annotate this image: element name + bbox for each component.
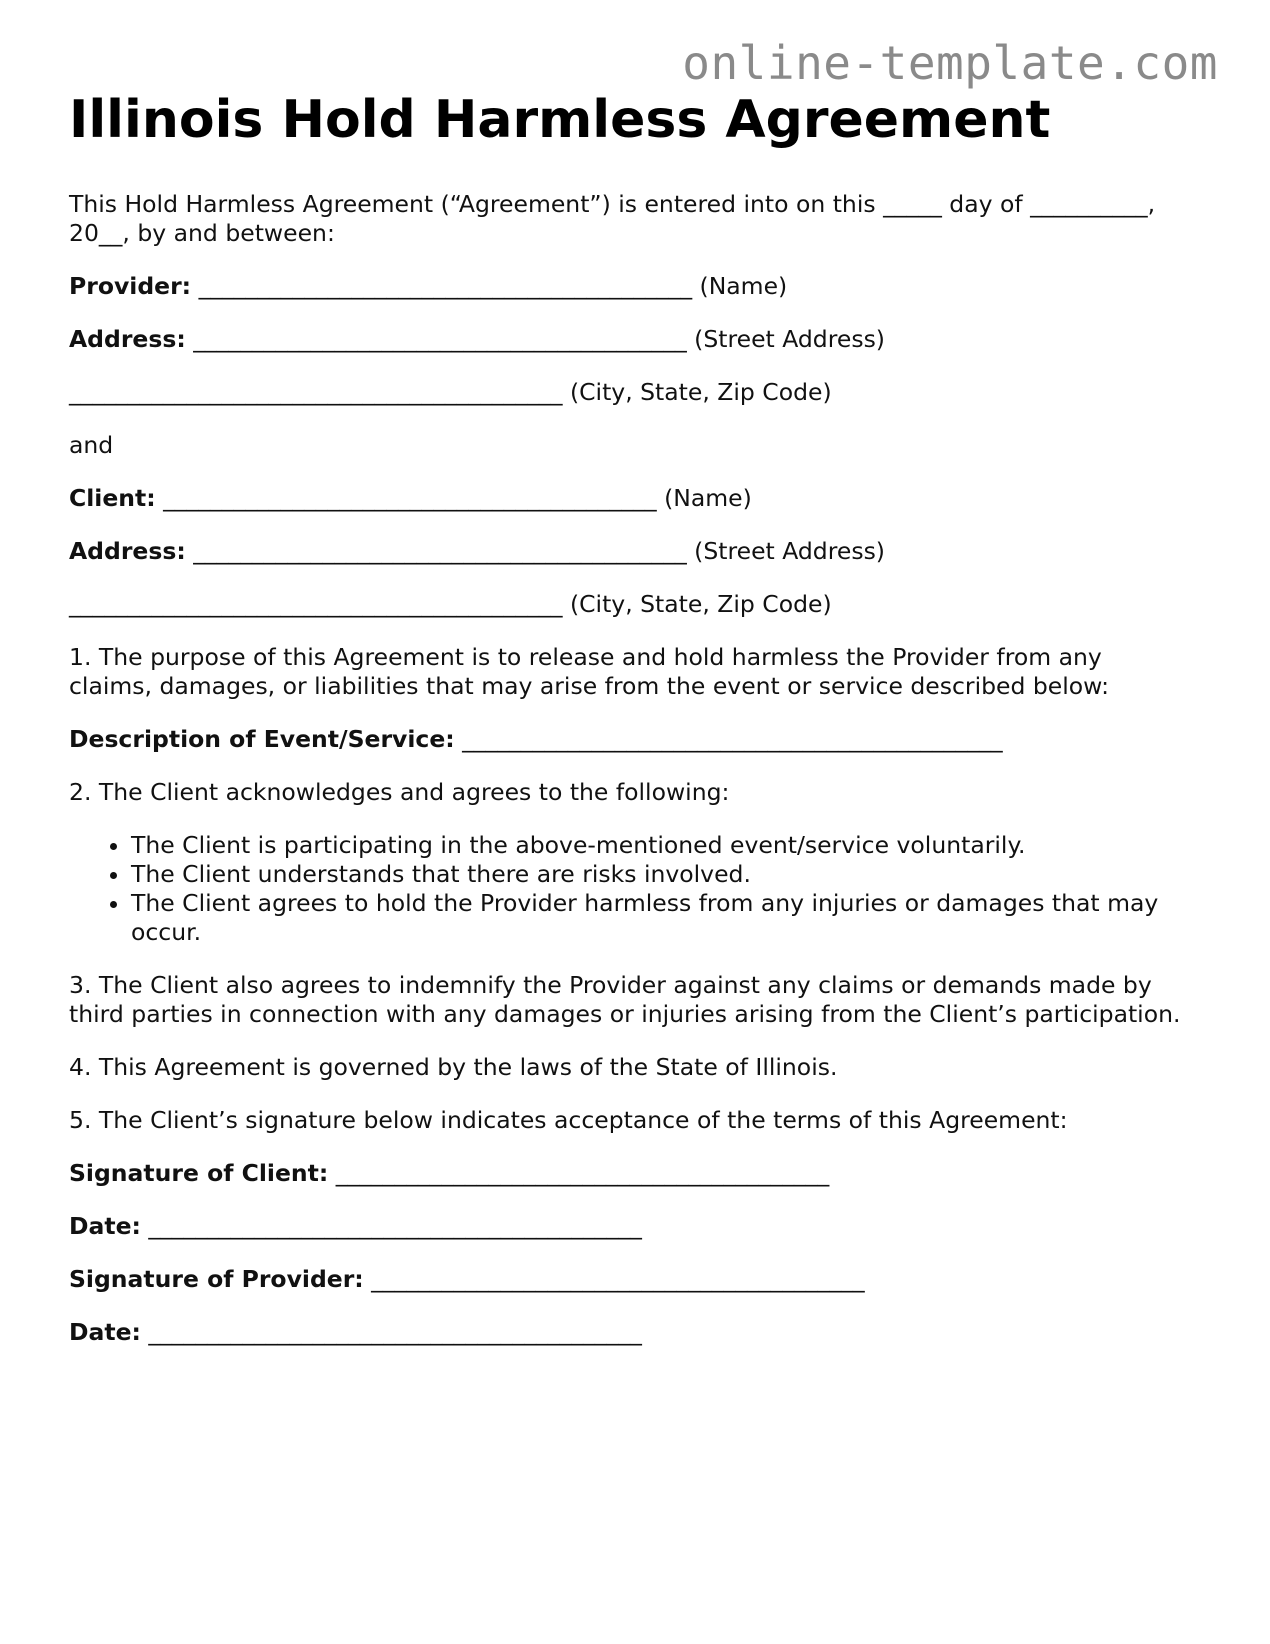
client-address-line	[69, 537, 1189, 566]
provider-name-label: Provider:	[69, 272, 192, 300]
clause-2: 2. The Client acknowledges and agrees to the following:	[69, 778, 730, 806]
intro-paragraph: This Hold Harmless Agreement (“Agreement”) is entered into on this _____ day of __________, 20__, by and between:	[69, 190, 1156, 247]
provider-address-line	[69, 325, 1189, 354]
and-text: and	[69, 431, 114, 459]
document-page	[69, 88, 1189, 1371]
clause-4: 4. This Agreement is governed by the laws of the State of Illinois.	[69, 1053, 838, 1081]
client-name-label: Client:	[69, 484, 156, 512]
client-name-line	[69, 484, 1189, 513]
provider-date-line	[69, 1318, 1189, 1347]
provider-signature-line	[69, 1265, 1189, 1294]
list-item: • The Client agrees to hold the Provider harmless from any injuries or damages that may occur.	[131, 889, 1189, 947]
provider-street-field[interactable]: __________________________________________ (Street Address)	[185, 325, 885, 353]
provider-name-line	[69, 272, 1189, 301]
provider-date-label: Date:	[69, 1318, 141, 1346]
description-field[interactable]: ______________________________________________	[454, 725, 1003, 753]
page-title: Illinois Hold Harmless Agreement	[69, 90, 1051, 150]
client-name-field[interactable]: __________________________________________ (Name)	[155, 484, 752, 512]
provider-signature-label: Signature of Provider:	[69, 1265, 364, 1293]
client-date-label: Date:	[69, 1212, 141, 1240]
acknowledgement-list	[69, 831, 1189, 947]
watermark: online-template.com	[682, 36, 1218, 90]
client-city-line[interactable]: __________________________________________ (City, State, Zip Code)	[69, 590, 832, 618]
client-date-line	[69, 1212, 1189, 1241]
provider-address-label: Address:	[69, 325, 186, 353]
description-line	[69, 725, 1189, 754]
provider-signature-field[interactable]: __________________________________________	[363, 1265, 865, 1293]
description-label: Description of Event/Service:	[69, 725, 455, 753]
clause-3: 3. The Client also agrees to indemnify the Provider against any claims or demands made by third parties in connection with any damages or injuries arising from the Client’s participation.	[69, 971, 1181, 1028]
provider-date-field[interactable]: __________________________________________	[140, 1318, 642, 1346]
clause-5: 5. The Client’s signature below indicates acceptance of the terms of this Agreement:	[69, 1106, 1068, 1134]
client-signature-label: Signature of Client:	[69, 1159, 329, 1187]
client-signature-field[interactable]: __________________________________________	[328, 1159, 830, 1187]
clause-1: 1. The purpose of this Agreement is to release and hold harmless the Provider from any claims, damages, or liabilities that may arise from the event or service described below:	[69, 643, 1110, 700]
client-street-field[interactable]: __________________________________________ (Street Address)	[185, 537, 885, 565]
provider-city-line[interactable]: __________________________________________ (City, State, Zip Code)	[69, 378, 832, 406]
provider-name-field[interactable]: __________________________________________ (Name)	[191, 272, 788, 300]
list-item: • The Client is participating in the above-mentioned event/service voluntarily.	[131, 831, 1189, 860]
client-signature-line	[69, 1159, 1189, 1188]
client-address-label: Address:	[69, 537, 186, 565]
list-item: • The Client understands that there are risks involved.	[131, 860, 1189, 889]
client-date-field[interactable]: __________________________________________	[140, 1212, 642, 1240]
